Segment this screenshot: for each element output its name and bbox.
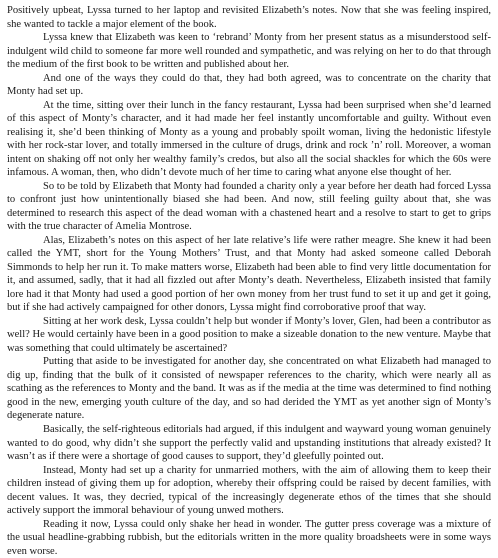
paragraph: Putting that aside to be investigated for another day, she concentrated on what Elizabeth had managed to dig up, finding that the bulk of it consisted of newspaper references to the charity, which were nearly all as scathing as the references to Monty and the band. It was as if the media at the time was determined to find nothing good in the new, emerging youth culture of the day, and so had derided the YMT as yet another sign of Monty’s degenerate nature. [7, 356, 491, 422]
paragraph: Sitting at her work desk, Lyssa couldn’t help but wonder if Monty’s lover, Glen, had been a contributor as well? He would certainly have been in a good position to make a sizeable donation to the new venture. Maybe that was something that could ultimately be ascertained? [7, 315, 491, 354]
paragraph: Instead, Monty had set up a charity for unmarried mothers, with the aim of allowing them to keep their children instead of giving them up for adoption, whereby their offspring could be raised by decent families, with decent values. It was, they decried, typical of the increasingly degenerate ethos of the times that she should actively support the immoral behaviour of young unwed mothers. [7, 464, 491, 517]
paragraph: Basically, the self-righteous editorials had argued, if this indulgent and wayward young woman genuinely wanted to do good, why didn’t she support the perfectly valid and upstanding institutions that already existed? It wasn’t as if there were a shortage of good causes to support, they’d gleefully pointed out. [7, 423, 491, 463]
paragraph: Lyssa knew that Elizabeth was keen to ‘rebrand’ Monty from her present status as a misunderstood self-indulgent wild child to someone far more well rounded and sympathetic, and was relying on her to do that through the medium of the first book to be written and published about her. [7, 32, 491, 71]
paragraph: Positively upbeat, Lyssa turned to her laptop and revisited Elizabeth’s notes. Now that she was feeling inspired, she wanted to tackle a major element of the book. [7, 5, 491, 30]
paragraph: And one of the ways they could do that, they had both agreed, was to concentrate on the charity that Monty had set up. [7, 72, 491, 98]
paragraph: So to be told by Elizabeth that Monty had founded a charity only a year before her death had forced Lyssa to confront just how unintentionally biased she had been. And now, still feeling guilty about that, she was determined to research this aspect of the dead woman with a chastened heart and a resolve to start to get to grips with the true character of Amelia Montrose. [7, 180, 491, 233]
paragraph: Alas, Elizabeth’s notes on this aspect of her late relative’s life were rather meagre. She knew it had been called the YMT, short for the Young Mothers’ Trust, and that Monty had asked someone called Deborah Simmonds to help her run it. To make matters worse, Elizabeth had been able to find very little documentation for it, and assumed, sadly, that it had all fizzled out after Monty’s death. Nevertheless, Elizabeth insisted that family lore had it that Monty had used a good portion of her own money from her trust fund to set it up and get it going, but if she had actively campaigned for other donors, Lyssa might find corroborative proof that way. [7, 234, 491, 314]
paragraph: At the time, sitting over their lunch in the fancy restaurant, Lyssa had been surprised when she’d learned of this aspect of Monty’s character, and it had made her feel instantly uncomfortable and guilty. Without even realising it, she’d been thinking of Monty as a young and probably spoilt woman, living the hedonistic lifestyle with her rock-star lover, and totally immersed in the culture of drugs, drink and rock ’n’ roll. Moreover, a woman intent on shaking off not only her wealthy family’s credos, but also all the social shackles for which the 60s were infamous. A woman, then, who didn’t devote much of her time to caring what anyone else thought of her. [7, 99, 491, 179]
paragraph: Reading it now, Lyssa could only shake her head in wonder. The gutter press coverage was a mixture of the usual headline-grabbing rubbish, but the editorials written in the more quality broadsheets were in some ways even worse. [7, 518, 491, 557]
